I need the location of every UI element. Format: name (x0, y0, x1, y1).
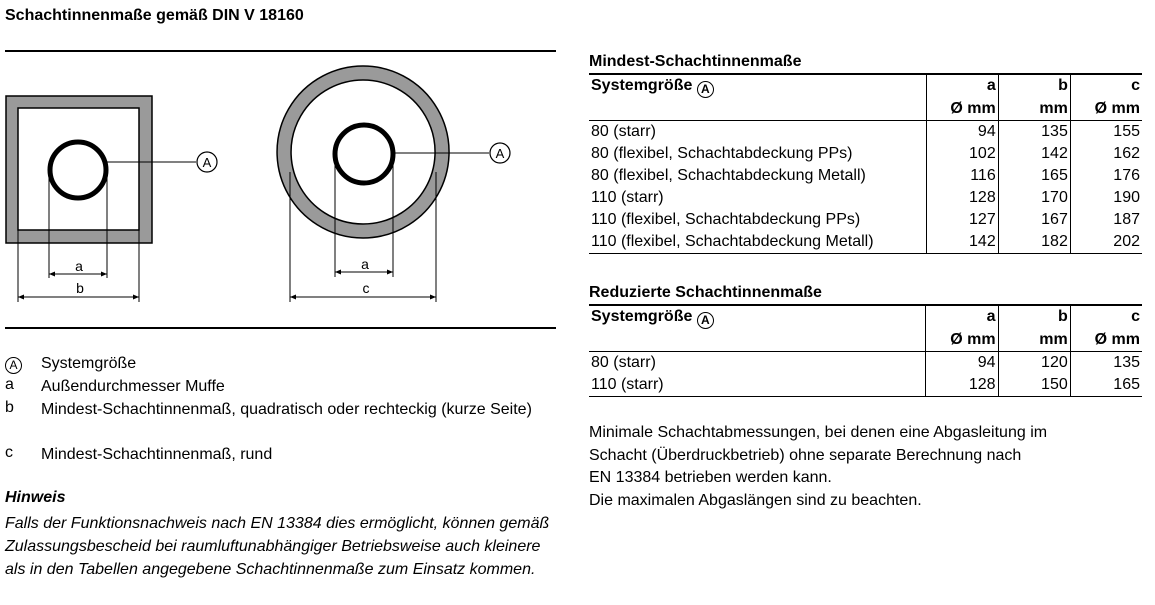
marker-a-label: A (202, 155, 212, 170)
table-header-label: Systemgröße A (589, 74, 926, 98)
page-title: Schachtinnenmaße gemäß DIN V 18160 (5, 7, 304, 24)
legend-text: Mindest-Schachtinnenmaß, quadratisch oder rechteckig (kurze Seite) (41, 401, 532, 418)
table-row: 110 (flexibel, Schachtabdeckung PPs) 127 167 187 (589, 209, 1142, 231)
table-red (589, 304, 1142, 397)
marker-a-round-label: A (495, 146, 505, 161)
pipe-socket-round (335, 125, 393, 183)
dim-label-a: a (75, 258, 83, 274)
table-unit: Ø mm (926, 329, 998, 352)
table-min (589, 73, 1142, 254)
table-header: b (998, 74, 1070, 98)
table-row: 80 (starr) 94 120 135 (589, 351, 1142, 374)
table-header: a (926, 74, 998, 98)
legend-item (5, 399, 561, 420)
table-unit: Ø mm (1070, 98, 1142, 121)
legend-key: c (5, 444, 13, 461)
table-row: 110 (starr) 128 150 165 (589, 374, 1142, 397)
square-shaft (6, 96, 152, 243)
legend-key: b (5, 399, 14, 416)
legend-text: Außendurchmesser Muffe (41, 378, 225, 395)
bottom-divider (5, 327, 556, 329)
table-unit: Ø mm (1070, 329, 1142, 352)
table-header: c (1070, 305, 1142, 329)
table-min-title: Mindest-Schachtinnenmaße (589, 53, 802, 70)
marker-a-icon: A (697, 81, 714, 98)
pipe-socket-square (50, 142, 106, 198)
shaft-diagram (0, 52, 560, 327)
table-row: 110 (flexibel, Schachtabdeckung Metall) 142 182 202 (589, 231, 1142, 254)
table-header: b (998, 305, 1070, 329)
legend-item (5, 353, 561, 374)
hint-text: Falls der Funktionsnachweis nach EN 13384 dies ermöglicht, können gemäß Zulassungsbescheid bei raumluftunabhängiger Betriebsweise auch kleinere als in den Tabellen angegebene Schachtinnenmaße zum Einsatz kommen. (5, 515, 550, 578)
dim-label-b: b (76, 280, 84, 296)
table-header: a (926, 305, 998, 329)
legend-key: a (5, 376, 14, 393)
table-unit: mm (998, 329, 1070, 352)
dim-label-a-round: a (361, 256, 369, 272)
table-row: 80 (flexibel, Schachtabdeckung Metall) 116 165 176 (589, 165, 1142, 187)
table-header: c (1070, 74, 1142, 98)
table-unit: mm (998, 98, 1070, 121)
note-text: Minimale Schachtabmessungen, bei denen eine Abgasleitung im Schacht (Überdruckbetrieb) ohne separate Berechnung nach EN 13384 betrieben werden kann. Die maximalen Abgaslängen sind zu beachten. (589, 424, 1048, 510)
legend-text: Systemgröße (41, 355, 137, 372)
table-row: 80 (flexibel, Schachtabdeckung PPs) 102 142 162 (589, 143, 1142, 165)
marker-a-icon: A (697, 312, 714, 329)
table-header-label: Systemgröße A (589, 305, 926, 329)
legend-item (5, 376, 561, 397)
table-red-title: Reduzierte Schachtinnenmaße (589, 284, 822, 301)
legend-item (5, 444, 561, 465)
legend-marker-icon: A (5, 357, 22, 374)
table-row: 80 (starr) 94 135 155 (589, 120, 1142, 143)
legend-text: Mindest-Schachtinnenmaß, rund (41, 446, 273, 463)
table-unit: Ø mm (926, 98, 998, 121)
hint-title: Hinweis (5, 489, 66, 506)
dim-label-c: c (362, 280, 370, 296)
table-row: 110 (starr) 128 170 190 (589, 187, 1142, 209)
